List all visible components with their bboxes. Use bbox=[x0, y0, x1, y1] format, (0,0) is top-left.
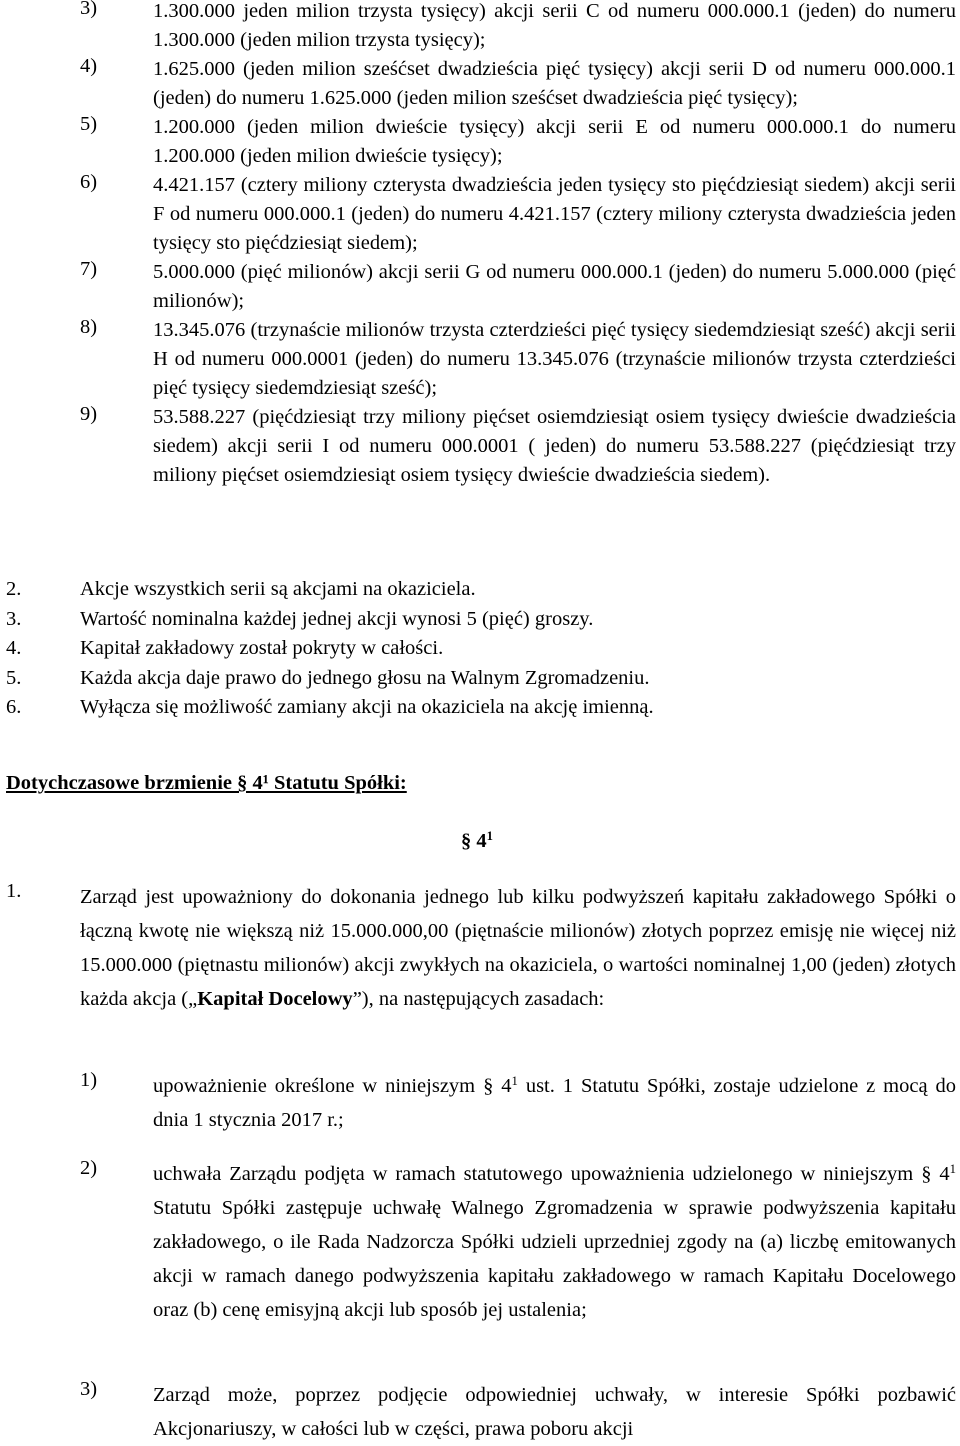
item-text: 4.421.157 (cztery miliony czterysta dwadzieścia jeden tysięcy sto pięćdziesiąt siedem) akcji serii F od numeru 000.000.1 (jeden) do numeru 4.421.157 (cztery miliony czterysta dwadzieścia jeden tysięcy sto pięćdziesiąt siedem); bbox=[153, 174, 956, 254]
list-item bbox=[0, 316, 956, 403]
share-series-list bbox=[0, 0, 956, 490]
paragraph-text bbox=[80, 880, 956, 1016]
item-number: 4) bbox=[80, 55, 98, 77]
list-item bbox=[0, 634, 956, 664]
main-points-list bbox=[0, 575, 956, 723]
list-item bbox=[0, 171, 956, 258]
defined-term: Kapitał Docelowy bbox=[197, 988, 353, 1010]
item-text: Kapitał zakładowy został pokryty w całości. bbox=[80, 637, 444, 659]
item-number: 9) bbox=[80, 403, 98, 425]
superscript: 1 bbox=[949, 1162, 956, 1177]
item-text: 1.200.000 (jeden milion dwieście tysięcy) akcji serii E od numeru 000.000.1 do numeru 1.200.000 (jeden milion dwieście tysięcy); bbox=[153, 116, 956, 167]
item-text: 5.000.000 (pięć milionów) akcji serii G od numeru 000.000.1 (jeden) do numeru 5.000.000 (pięć milionów); bbox=[153, 261, 956, 312]
item-number: 6. bbox=[6, 696, 22, 718]
item-text: 13.345.076 (trzynaście milionów trzysta czterdzieści pięć tysięcy siedemdziesiąt sześć) akcji serii H od numeru 000.0001 (jeden) do numeru 13.345.076 (trzynaście milionów trzysta czterdzieści pięć tysięcy siedemdziesiąt sześć); bbox=[153, 319, 956, 399]
sub-point-text-end: Statutu Spółki zastępuje uchwałę Walnego Zgromadzenia w sprawie podwyższenia kapitału zakładowego, o ile Rada Nadzorcza Spółki udzieli uprzedniej zgody na (a) liczbę emitowanych akcji w ramach danego podwyższenia kapitału zakładowego w ramach Kapitału Docelowego oraz (b) cenę emisyjną akcji lub sposób jej ustalenia; bbox=[153, 1197, 956, 1321]
item-number: 2. bbox=[6, 578, 22, 600]
item-text: Każda akcja daje prawo do jednego głosu na Walnym Zgromadzeniu. bbox=[80, 666, 650, 689]
item-text: 53.588.227 (pięćdziesiąt trzy miliony pięćset osiemdziesiąt osiem tysięcy dwieście dwadzieścia siedem) akcji serii I od numeru 000.0001 ( jeden) do numeru 53.588.227 (pięćdziesiąt trzy miliony pięćset osiemdziesiąt osiem tysięcy dwieście dwadzieścia siedem). bbox=[153, 406, 956, 486]
sub-point-text-end: ust. 1 Statutu Spółki, zostaje udzielone z mocą do dnia 1 stycznia 2017 r.; bbox=[153, 1075, 956, 1131]
sub-point-text: Zarząd może, poprzez podjęcie odpowiedniej uchwały, w interesie Spółki pozbawić Akcjonariuszy, w całości lub w części, prawa poboru akcji bbox=[153, 1384, 956, 1440]
sub-point-text-start: uchwała Zarządu podjęta w ramach statutowego upoważnienia udzielonego w niniejszym § 4 bbox=[153, 1163, 950, 1185]
item-number: 8) bbox=[80, 316, 98, 338]
item-number: 4. bbox=[6, 637, 22, 659]
item-text: Akcje wszystkich serii są akcjami na okaziciela. bbox=[80, 578, 476, 600]
sub-point bbox=[0, 1069, 956, 1137]
list-item bbox=[0, 258, 956, 316]
sub-point-text bbox=[153, 1069, 956, 1137]
paragraph-number: 1. bbox=[6, 880, 22, 902]
item-number: 3. bbox=[6, 607, 22, 630]
sub-point bbox=[0, 1157, 956, 1327]
paragraph-text-start: Zarząd jest upoważniony do dokonania jednego lub kilku podwyższeń kapitału zakładowego Spółki o łączną kwotę nie większą niż 15.000.000,00 (piętnaście milionów) złotych poprzez emisję nie więcej niż 15.000.000 (piętnastu milionów) akcji zwykłych na okaziciela, o wartości nominalnej 1,00 (jeden) złotych każda akcja ( bbox=[80, 886, 956, 1010]
item-text: 1.625.000 (jeden milion sześćset dwadzieścia pięć tysięcy) akcji serii D od numeru 000.000.1 (jeden) do numeru 1.625.000 (jeden milion sześćset dwadzieścia pięć tysięcy); bbox=[153, 58, 956, 109]
sub-point-text-start: upoważnienie określone w niniejszym § 4 bbox=[153, 1075, 512, 1097]
list-item bbox=[0, 664, 956, 694]
paragraph-symbol-text: § 4 bbox=[461, 830, 487, 852]
paragraph-1 bbox=[0, 880, 956, 1016]
section-heading: Dotychczasowe brzmienie § 4¹ Statutu Spółki: bbox=[6, 772, 407, 794]
list-item bbox=[0, 55, 956, 113]
list-item bbox=[0, 575, 956, 605]
item-number: 6) bbox=[80, 171, 98, 193]
paragraph-symbol-superscript: 1 bbox=[486, 829, 493, 844]
item-number: 5) bbox=[80, 113, 98, 135]
item-number: 7) bbox=[80, 258, 98, 280]
sub-point-number: 3) bbox=[80, 1378, 98, 1400]
sub-point bbox=[0, 1378, 956, 1446]
paragraph-symbol bbox=[461, 830, 493, 853]
paragraph-text-end: ”), na następujących zasadach: bbox=[352, 988, 605, 1010]
list-item bbox=[0, 605, 956, 635]
superscript: 1 bbox=[511, 1074, 518, 1089]
list-item bbox=[0, 403, 956, 490]
sub-point-number: 2) bbox=[80, 1157, 98, 1179]
item-number: 5. bbox=[6, 666, 22, 689]
sub-point-number: 1) bbox=[80, 1069, 98, 1091]
list-item bbox=[0, 113, 956, 171]
list-item bbox=[0, 0, 956, 55]
sub-point-text bbox=[153, 1157, 956, 1327]
quote-open: „ bbox=[188, 988, 198, 1010]
item-number: 3) bbox=[80, 0, 98, 19]
item-text: Wyłącza się możliwość zamiany akcji na okaziciela na akcję imienną. bbox=[80, 696, 654, 718]
list-item bbox=[0, 693, 956, 723]
item-text: Wartość nominalna każdej jednej akcji wynosi 5 (pięć) groszy. bbox=[80, 607, 594, 630]
item-text: 1.300.000 jeden milion trzysta tysięcy) akcji serii C od numeru 000.000.1 (jeden) do numeru 1.300.000 (jeden milion trzysta tysięcy); bbox=[153, 0, 956, 51]
